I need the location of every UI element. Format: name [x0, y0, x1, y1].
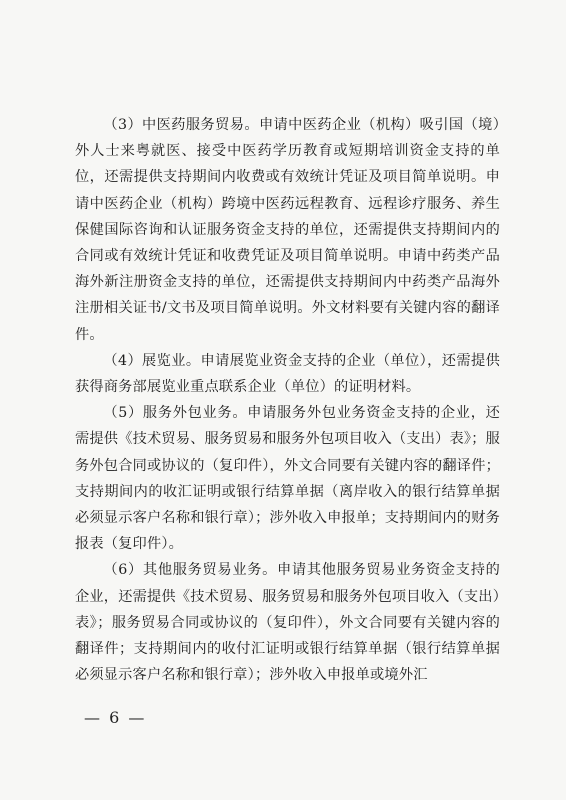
- paragraph-exhibition-industry: （4）展览业。申请展览业资金支持的企业（单位），还需提供获得商务部展览业重点联系企业（单位）的证明材料。: [75, 352, 500, 396]
- paragraph-service-outsourcing: （5）服务外包业务。申请服务外包业务资金支持的企业，还需提供《技术贸易、服务贸易和服务外包项目收入（支出）表》；服务外包合同或协议的（复印件），外文合同要有关键内容的翻译件；支持期间内的收汇证明或银行结算单据（离岸收入的银行结算单据必须显示客户名称和银行章）；涉外收入申报单；支持期间内的财务报表（复印件）。: [75, 405, 500, 553]
- document-body: [75, 112, 500, 688]
- paragraph-other-service-trade: （6）其他服务贸易业务。申请其他服务贸易业务资金支持的企业，还需提供《技术贸易、服务贸易和服务外包项目收入（支出）表》；服务贸易合同或协议的（复印件），外文合同要有关键内容的翻译件；支持期间内的收付汇证明或银行结算单据（银行结算单据必须显示客户名称和银行章）；涉外收入申报单或境外汇: [75, 562, 500, 684]
- paragraph-tcm-service-trade: （3）中医药服务贸易。申请中医药企业（机构）吸引国（境）外人士来粤就医、接受中医药学历教育或短期培训资金支持的单位，还需提供支持期间内收费或有效统计凭证及项目简单说明。申请中医药企业（机构）跨境中医药远程教育、远程诊疗服务、养生保健国际咨询和认证服务资金支持的单位，还需提供支持期间内的合同或有效统计凭证和收费凭证及项目简单说明。申请中药类产品海外新注册资金支持的单位，还需提供支持期间内中药类产品海外注册相关证书/文书及项目简单说明。外文材料要有关键内容的翻译件。: [75, 117, 500, 343]
- page-number: — 6 —: [84, 708, 147, 727]
